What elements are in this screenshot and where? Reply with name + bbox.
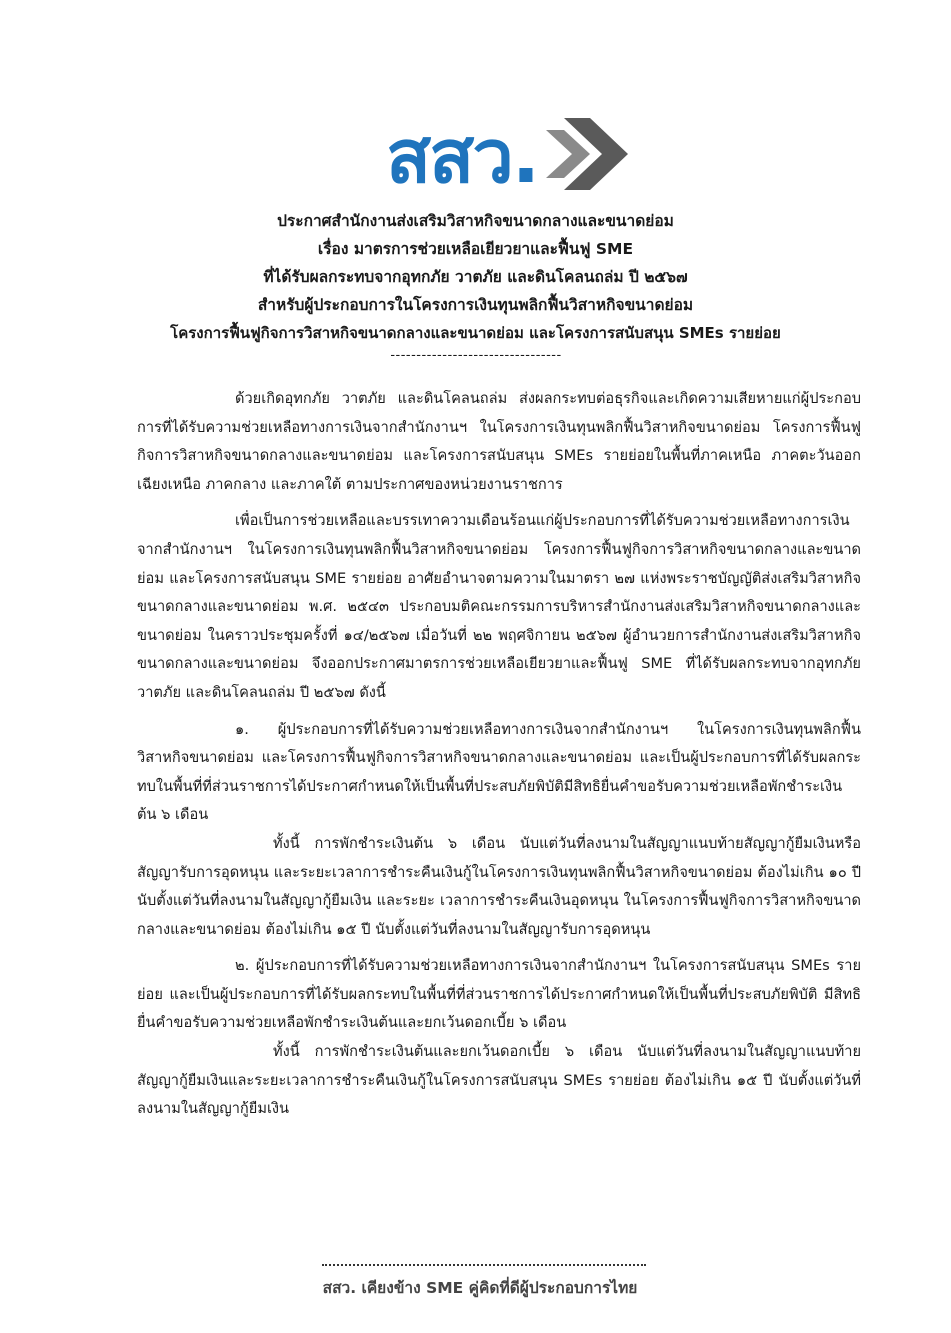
header-line-4: สำหรับผู้ประกอบการในโครงการเงินทุนพลิกฟื้นวิสาหกิจขนาดย่อม [257,296,694,314]
header-line-3: ที่ได้รับผลกระทบจากอุทกภัย วาตภัย และดินโคลนถล่ม ปี ๒๕๖๗ [263,268,688,286]
paragraph-intro: ด้วยเกิดอุทกภัย วาตภัย และดินโคลนถล่ม ส่งผลกระทบต่อธุรกิจและเกิดความเสียหายแก่ผู้ประกอบการที่ได้รับความช่วยเหลือทางการเงินจากสำนักงานฯ ในโครงการเงินทุนพลิกฟื้นวิสาหกิจขนาดย่อม โครงการฟื้นฟูกิจการวิสาหกิจขนาดกลางและขนาดย่อม และโครงการสนับสนุน SMEs รายย่อยในพื้นที่ภาคเหนือ ภาคตะวันออกเฉียงเหนือ ภาคกลาง และภาคใต้ ตามประกาศของหน่วยงานราชการ [137,390,861,493]
footer-divider [322,1264,646,1266]
announcement-header [90,207,861,347]
sme-office-logo [386,112,636,202]
header-line-2: เรื่อง มาตรการช่วยเหลือเยียวยาและฟื้นฟู SME [317,240,634,258]
paragraph-item-1: ๑. ผู้ประกอบการที่ได้รับความช่วยเหลือทางการเงินจากสำนักงานฯ ในโครงการเงินทุนพลิกฟื้นวิสาหกิจขนาดย่อม และโครงการฟื้นฟูกิจการวิสาหกิจขนาดกลางและขนาดย่อม และเป็นผู้ประกอบการที่ได้รับผลกระทบในพื้นที่ที่ส่วนราชการได้ประกาศกำหนดให้เป็นพื้นที่ประสบภัยพิบัติมีสิทธิยื่นคำขอรับความช่วยเหลือพักชำระเงินต้น ๖ เดือน [137,720,861,824]
header-line-1: ประกาศสำนักงานส่งเสริมวิสาหกิจขนาดกลางและขนาดย่อม [277,212,674,230]
announcement-body [137,385,861,1124]
paragraph-authority: เพื่อเป็นการช่วยเหลือและบรรเทาความเดือนร้อนแก่ผู้ประกอบการที่ได้รับความช่วยเหลือทางการเงินจากสำนักงานฯ ในโครงการเงินทุนพลิกฟื้นวิสาหกิจขนาดย่อม โครงการฟื้นฟูกิจการวิสาหกิจขนาดกลางและขนาดย่อม และโครงการสนับสนุน SME รายย่อย อาศัยอำนาจตามความในมาตรา ๒๗ แห่งพระราชบัญญัติส่งเสริมวิสาหกิจขนาดกลางและขนาดย่อม พ.ศ. ๒๕๔๓ ประกอบมติคณะกรรมการบริหารสำนักงานส่งเสริมวิสาหกิจขนาดกลางและขนาดย่อม ในคราวประชุมครั้งที่ ๑๔/๒๕๖๗ เมื่อวันที่ ๒๒ พฤศจิกายน ๒๕๖๗ ผู้อำนวยการสำนักงานส่งเสริมวิสาหกิจขนาดกลางและขนาดย่อม จึงออกประกาศมาตรการช่วยเหลือเยียวยาและฟื้นฟู SME ที่ได้รับผลกระทบจากอุทกภัย วาตภัย และดินโคลนถล่ม ปี ๒๕๖๗ ดังนี้ [137,512,861,701]
header-line-5: โครงการฟื้นฟูกิจการวิสาหกิจขนาดกลางและขนาดย่อม และโครงการสนับสนุน SMEs รายย่อย [170,324,781,342]
logo-graphic [386,112,636,202]
paragraph-item-1-conditions: ทั้งนี้ การพักชำระเงินต้น ๖ เดือน นับแต่วันที่ลงนามในสัญญาแนบท้ายสัญญากู้ยืมเงินหรือสัญญารับการอุดหนุน และระยะเวลาการชำระคืนเงินกู้ในโครงการเงินทุนพลิกฟื้นวิสาหกิจขนาดย่อม ต้องไม่เกิน ๑๐ ปี นับตั้งแต่วันที่ลงนามในสัญญากู้ยืมเงิน และระยะ เวลาการชำระคืนเงินอุดหนุน ในโครงการฟื้นฟูกิจการวิสาหกิจขนาดกลางและขนาดย่อม ต้องไม่เกิน ๑๕ ปี นับตั้งแต่วันที่ลงนามในสัญญารับการอุดหนุน [137,834,861,938]
logo-text: สสว. [386,114,538,200]
paragraph-item-2-conditions: ทั้งนี้ การพักชำระเงินต้นและยกเว้นดอกเบี้ย ๖ เดือน นับแต่วันที่ลงนามในสัญญาแนบท้ายสัญญากู้ยืมเงินและระยะเวลาการชำระคืนเงินกู้ในโครงการสนับสนุน SMEs รายย่อย ต้องไม่เกิน ๑๕ ปี นับตั้งแต่วันที่ลงนามในสัญญากู้ยืมเงิน [137,1043,861,1118]
chevron-arrow-icon [546,118,628,190]
footer-slogan: สสว. เคียงข้าง SME คู่คิดที่ดีผู้ประกอบการไทย [322,1279,638,1297]
paragraph-item-2: ๒. ผู้ประกอบการที่ได้รับความช่วยเหลือทางการเงินจากสำนักงานฯ ในโครงการสนับสนุน SMEs รายย่อย และเป็นผู้ประกอบการที่ได้รับผลกระทบในพื้นที่ที่ส่วนราชการได้ประกาศกำหนดให้เป็นพื้นที่ประสบภัยพิบัติ มีสิทธิยื่นคำขอรับความช่วยเหลือพักชำระเงินต้นและยกเว้นดอกเบี้ย ๖ เดือน [137,957,861,1032]
header-separator: --------------------------------- [390,349,562,363]
